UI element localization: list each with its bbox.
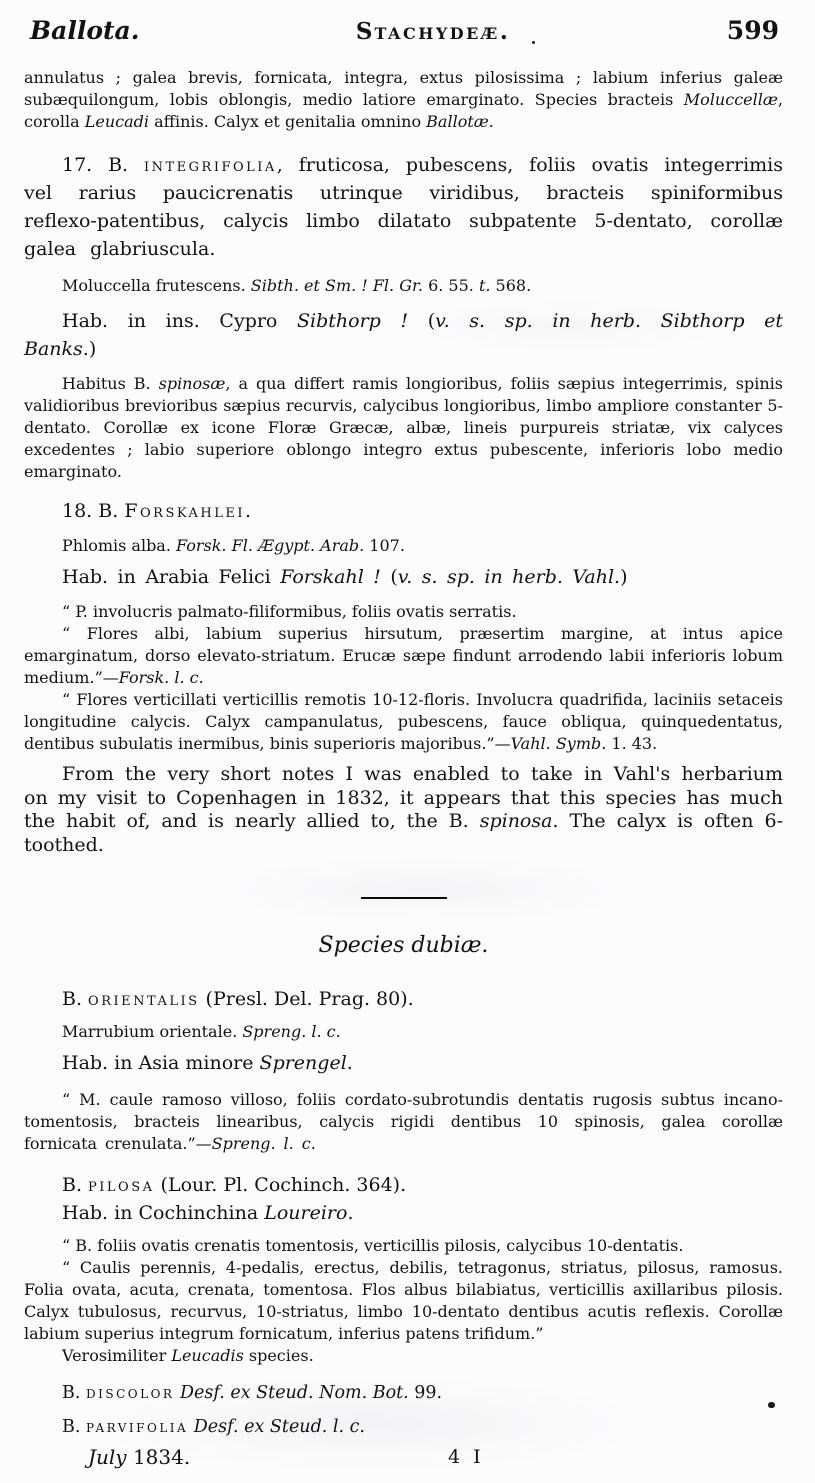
page-body bbox=[24, 67, 783, 1471]
species-17-observation: Habitus B. spinosæ, a qua differt ramis longioribus, foliis sæpius integerrimis, spinis validioribus brevioribus sæpius recurvis, calycibus longioribus, limbo ampliore constanter 5-dentato. Corollæ ex icone Floræ Græcæ, albæ, lineis purpureis striatæ, vix calyces excedentes ; labio superiore oblongo integro extus pubescente, inferioris lobo medio emarginato. bbox=[24, 374, 784, 481]
species-17-habitat: Hab. in ins. Cypro Sibthorp ! (v. s. sp. in herb. Sibthorp et Banks.) bbox=[24, 310, 783, 360]
pilosa-habitat: Hab. in Cochinchina Loureiro. bbox=[62, 1202, 354, 1224]
imprint-date: July 1834. bbox=[88, 1445, 191, 1469]
paragraph-continuation: annulatus ; galea brevis, fornicata, integra, extus pilosissima ; labium inferius galeæ subæquilongum, lobis oblongis, medio latiore emarginato. Species bracteis Moluccellæ, corolla Leucadi affinis. Calyx et genitalia omnino Ballotæ. bbox=[24, 68, 783, 131]
pilosa-quote-2: “ Caulis perennis, 4-pedalis, erectus, debilis, tetragonus, striatus, pilosus, ramosus. Folia ovata, acuta, crenata, tomentosa. Flos albus bilabiatus, verticillis axillaribus pilosis. Calyx tubulosus, recurvus, 10-striatus, limbo 10-dentato dentibus acutis reflexis. Corollæ labium superius integrum fornicatum, inferius patens trifidum.” bbox=[24, 1258, 783, 1343]
ink-speck bbox=[532, 41, 535, 44]
running-header bbox=[24, 14, 783, 45]
species-18-quote-3: “ Flores verticillati verticillis remotis 10-12-floris. Involucra quadrifida, laciniis setaceis longitudine calycis. Calyx campanulatus, pubescens, fauce obliqua, quinquedentatus, dentibus subulatis inermibus, binis superioris majoribus.”—Vahl. Symb. 1. 43. bbox=[24, 690, 783, 753]
species-17-heading: 17. B. integrifolia, fruticosa, pubescens, foliis ovatis integerrimis vel rarius paucicrenatis utrinque viridibus, bracteis spiniformibus reflexo-patentibus, calycis limbo dilatato subpatente 5-dentato, corollæ galea glabriuscula. bbox=[24, 154, 784, 260]
species-18-remarks: From the very short notes I was enabled to take in Vahl's herbarium on my visit to Copenhagen in 1832, it appears that this species has much the habit of, and is nearly allied to, the B. spinosa. The calyx is often 6-toothed. bbox=[24, 763, 783, 856]
orientalis-habitat: Hab. in Asia minore Sprengel. bbox=[62, 1052, 353, 1074]
species-dubiae-title: Species dubiæ. bbox=[318, 933, 489, 958]
signature-mark: 4 I bbox=[448, 1446, 481, 1468]
header-genus: Ballota. bbox=[30, 16, 140, 45]
species-17-synonym: Moluccella frutescens. Sibth. et Sm. ! Fl. Gr. 6. 55. t. 568. bbox=[62, 276, 532, 295]
species-18-quote-1: “ P. involucris palmato-filiformibus, foliis ovatis serratis. bbox=[62, 602, 517, 621]
pilosa-note: Verosimiliter Leucadis species. bbox=[62, 1346, 314, 1365]
orientalis-quote: “ M. caule ramoso villoso, foliis cordato-subrotundis dentatis rugosis subtus incano-tomentosis, bracteis linearibus, calycis rigidi dentibus 10 spinosis, galea corollæ fornicata crenulata.”—Spreng. l. c. bbox=[24, 1090, 783, 1153]
pilosa-quote-1: “ B. foliis ovatis crenatis tomentosis, verticillis pilosis, calycibus 10-dentatis. bbox=[62, 1236, 684, 1255]
page-number: 599 bbox=[726, 16, 779, 45]
header-tribe: Stachydeæ. bbox=[355, 18, 511, 45]
species-18-synonym: Phlomis alba. Forsk. Fl. Ægypt. Arab. 107. bbox=[62, 536, 405, 555]
page-footer bbox=[24, 1443, 783, 1471]
species-18-habitat: Hab. in Arabia Felici Forskahl ! (v. s. sp. in herb. Vahl.) bbox=[62, 566, 628, 588]
parvifolia-line: B. parvifolia Desf. ex Steud. l. c. bbox=[62, 1417, 365, 1437]
orientalis-synonym: Marrubium orientale. Spreng. l. c. bbox=[62, 1022, 341, 1041]
section-divider bbox=[361, 897, 447, 899]
orientalis-heading: B. orientalis (Presl. Del. Prag. 80). bbox=[62, 988, 414, 1010]
ink-speck bbox=[768, 1402, 775, 1408]
discolor-line: B. discolor Desf. ex Steud. Nom. Bot. 99. bbox=[62, 1383, 443, 1403]
species-18-quote-2: “ Flores albi, labium superius hirsutum, præsertim margine, at intus apice emarginatum, dorso elevato-striatum. Erucæ sæpe findunt arrodendo labii inferioris lobum medium.”—Forsk. l. c. bbox=[24, 624, 783, 687]
pilosa-heading: B. pilosa (Lour. Pl. Cochinch. 364). bbox=[62, 1174, 407, 1196]
species-18-heading: 18. B. Forskahlei. bbox=[62, 500, 252, 522]
